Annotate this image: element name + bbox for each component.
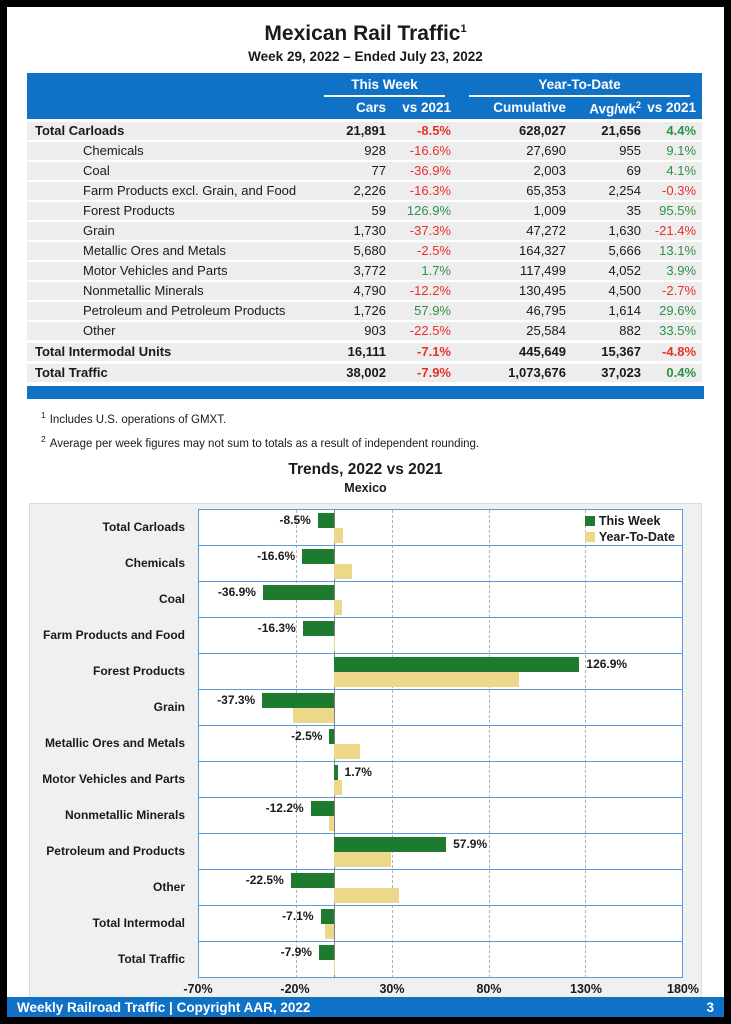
bar-value-label: -2.5%: [291, 729, 323, 744]
cell-cars-vs: -8.5%: [392, 120, 457, 141]
chart-band: [199, 798, 682, 834]
axis-tick-label: -20%: [280, 982, 310, 997]
traffic-table-header: [27, 73, 702, 120]
cell-cars-vs: -7.1%: [392, 341, 457, 362]
cell-category: Forest Products: [27, 201, 312, 221]
bar-value-label: -22.5%: [245, 873, 284, 888]
cell-cars: 903: [312, 321, 392, 342]
page-title: [7, 17, 724, 46]
chart-band: [199, 870, 682, 906]
cell-category: Petroleum and Petroleum Products: [27, 301, 312, 321]
bar-year-to-date: [334, 672, 519, 687]
cell-ytd-vs: 3.9%: [647, 261, 702, 281]
cell-ytd-vs: 95.5%: [647, 201, 702, 221]
category-label: Coal: [158, 591, 185, 606]
footnote-1-ref: 1: [41, 409, 46, 420]
legend-item: [585, 529, 675, 545]
table-row: [27, 161, 702, 181]
bar-value-label: 57.9%: [453, 837, 488, 852]
legend-swatch-icon: [585, 516, 595, 526]
chart-band: [199, 834, 682, 870]
cell-category: Grain: [27, 221, 312, 241]
cell-category: Chemicals: [27, 141, 312, 161]
column-header-vs2021-week: vs 2021: [392, 97, 457, 120]
cell-avgwk: 69: [572, 161, 647, 181]
bar-value-label: -37.3%: [217, 693, 256, 708]
header-spacer: [27, 97, 312, 120]
cell-cumulative: 47,272: [457, 221, 572, 241]
traffic-table-body: [27, 120, 702, 383]
footnote-2-text: Average per week figures may not sum to totals as a result of independent rounding.: [49, 438, 480, 451]
page-subtitle: Week 29, 2022 – Ended July 23, 2022: [248, 49, 483, 64]
chart-band: [199, 906, 682, 942]
cell-cars: 928: [312, 141, 392, 161]
cell-cars: 3,772: [312, 261, 392, 281]
chart-band: [199, 546, 682, 582]
column-header-cumulative: Cumulative: [457, 97, 572, 120]
cell-cars: 38,002: [312, 362, 392, 383]
cell-cars: 16,111: [312, 341, 392, 362]
group-header-ytd-label: Year-To-Date: [469, 77, 690, 97]
cell-cumulative: 164,327: [457, 241, 572, 261]
bar-value-label: -36.9%: [217, 585, 256, 600]
traffic-table: [27, 73, 702, 384]
bar-value-label: -7.1%: [282, 909, 314, 924]
cell-cumulative: 65,353: [457, 181, 572, 201]
cell-ytd-vs: 9.1%: [647, 141, 702, 161]
bar-value-label: 1.7%: [344, 765, 372, 780]
footer-text: Weekly Railroad Traffic | Copyright AAR, 2022: [17, 999, 311, 1015]
bar-this-week: [318, 513, 334, 528]
cell-cars: 59: [312, 201, 392, 221]
axis-tick-label: 80%: [476, 982, 502, 997]
bar-year-to-date: [334, 852, 391, 867]
cell-ytd-vs: 0.4%: [647, 362, 702, 383]
bar-this-week: [321, 909, 335, 924]
chart-x-axis: [183, 978, 699, 999]
legend-swatch-icon: [585, 532, 595, 542]
table-row: [27, 241, 702, 261]
cell-ytd-vs: -2.7%: [647, 281, 702, 301]
cell-ytd-vs: 13.1%: [647, 241, 702, 261]
footnotes: [41, 408, 724, 453]
cell-cars-vs: -7.9%: [392, 362, 457, 383]
legend-item-label: This Week: [598, 514, 661, 529]
chart-band: [199, 762, 682, 798]
footnote-1-text: Includes U.S. operations of GMXT.: [49, 413, 227, 426]
group-header-this-week-label: This Week: [324, 77, 445, 97]
bar-year-to-date: [334, 564, 352, 579]
cell-avgwk: 1,630: [572, 221, 647, 241]
cell-cumulative: 117,499: [457, 261, 572, 281]
bar-this-week: [262, 693, 334, 708]
category-label: Chemicals: [124, 555, 185, 570]
cell-avgwk: 955: [572, 141, 647, 161]
page-title-footnote-ref: 1: [460, 23, 467, 35]
axis-tick-label: 30%: [379, 982, 405, 997]
cell-ytd-vs: 4.1%: [647, 161, 702, 181]
cell-ytd-vs: 33.5%: [647, 321, 702, 342]
chart-legend: [585, 513, 675, 545]
cell-cumulative: 1,009: [457, 201, 572, 221]
cell-cars-vs: 57.9%: [392, 301, 457, 321]
cell-cumulative: 130,495: [457, 281, 572, 301]
cell-cumulative: 1,073,676: [457, 362, 572, 383]
cell-avgwk: 4,052: [572, 261, 647, 281]
category-label: Grain: [153, 699, 185, 714]
category-label: Nonmetallic Minerals: [64, 807, 185, 822]
axis-tick-label: 180%: [667, 982, 699, 997]
cell-avgwk: 15,367: [572, 341, 647, 362]
cell-category: Total Carloads: [27, 120, 312, 141]
category-label: Total Traffic: [117, 951, 185, 966]
category-label: Total Carloads: [102, 519, 185, 534]
table-row: [27, 301, 702, 321]
bar-this-week: [334, 657, 579, 672]
cell-cumulative: 2,003: [457, 161, 572, 181]
bar-this-week: [291, 873, 334, 888]
cell-cars-vs: -2.5%: [392, 241, 457, 261]
chart-title: Trends, 2022 vs 2021: [288, 461, 443, 479]
footnote-2-ref: 2: [41, 434, 46, 445]
cell-cars: 5,680: [312, 241, 392, 261]
axis-tick-label: 130%: [570, 982, 602, 997]
cell-cars: 21,891: [312, 120, 392, 141]
chart-band: [199, 690, 682, 726]
cell-category: Nonmetallic Minerals: [27, 281, 312, 301]
cell-ytd-vs: 4.4%: [647, 120, 702, 141]
bar-year-to-date: [334, 636, 335, 651]
cell-cars: 2,226: [312, 181, 392, 201]
cell-category: Total Traffic: [27, 362, 312, 383]
cell-ytd-vs: -0.3%: [647, 181, 702, 201]
cell-category: Coal: [27, 161, 312, 181]
bar-value-label: -8.5%: [279, 513, 311, 528]
bar-this-week: [311, 801, 335, 816]
cell-cars-vs: -16.6%: [392, 141, 457, 161]
cell-cars: 1,726: [312, 301, 392, 321]
chart-band: [199, 942, 682, 978]
bar-year-to-date: [293, 708, 334, 723]
cell-ytd-vs: -4.8%: [647, 341, 702, 362]
chart-band: [199, 618, 682, 654]
bar-value-label: 126.9%: [586, 657, 628, 672]
table-row: [27, 261, 702, 281]
cell-avgwk: 21,656: [572, 120, 647, 141]
cell-cars-vs: -12.2%: [392, 281, 457, 301]
cell-cars-vs: -37.3%: [392, 221, 457, 241]
table-row: [27, 141, 702, 161]
cell-avgwk: 4,500: [572, 281, 647, 301]
bar-this-week: [334, 765, 337, 780]
bar-year-to-date: [334, 600, 342, 615]
bar-year-to-date: [334, 780, 342, 795]
bar-value-label: -7.9%: [280, 945, 312, 960]
legend-item: [585, 513, 675, 529]
table-row: [27, 321, 702, 342]
column-header-cars: Cars: [312, 97, 392, 120]
cell-ytd-vs: 29.6%: [647, 301, 702, 321]
cell-cars-vs: -16.3%: [392, 181, 457, 201]
bar-this-week: [302, 549, 334, 564]
table-row: [27, 281, 702, 301]
footer-page-number: 3: [706, 999, 714, 1015]
bar-year-to-date: [329, 816, 334, 831]
table-row: [27, 221, 702, 241]
report-page: [7, 7, 724, 1017]
cell-cars: 4,790: [312, 281, 392, 301]
cell-cars-vs: 126.9%: [392, 201, 457, 221]
bar-year-to-date: [334, 528, 343, 543]
footnote-1: [41, 408, 724, 428]
column-header-avgwk-footnote-ref: 2: [635, 99, 641, 110]
cell-avgwk: 37,023: [572, 362, 647, 383]
column-header-avgwk: [572, 97, 647, 120]
table-row: [27, 341, 702, 362]
bar-this-week: [263, 585, 334, 600]
cell-cars: 77: [312, 161, 392, 181]
cell-avgwk: 1,614: [572, 301, 647, 321]
bar-this-week: [329, 729, 334, 744]
cell-category: Total Intermodal Units: [27, 341, 312, 362]
cell-cars-vs: -36.9%: [392, 161, 457, 181]
chart-plot-area: [198, 509, 683, 978]
cell-cumulative: 46,795: [457, 301, 572, 321]
table-row: [27, 181, 702, 201]
bar-year-to-date: [334, 960, 335, 975]
chart-band: [199, 582, 682, 618]
table-row: [27, 362, 702, 383]
bar-this-week: [303, 621, 334, 636]
bar-value-label: -16.6%: [257, 549, 296, 564]
cell-cumulative: 445,649: [457, 341, 572, 362]
bar-year-to-date: [334, 888, 399, 903]
bar-this-week: [319, 945, 334, 960]
cell-category: Farm Products excl. Grain, and Food: [27, 181, 312, 201]
cell-cumulative: 27,690: [457, 141, 572, 161]
bar-year-to-date: [325, 924, 334, 939]
cell-cars-vs: 1.7%: [392, 261, 457, 281]
legend-item-label: Year-To-Date: [598, 530, 675, 545]
chart-category-axis: [30, 509, 198, 978]
footnote-2: [41, 432, 724, 452]
bar-this-week: [334, 837, 446, 852]
cell-category: Metallic Ores and Metals: [27, 241, 312, 261]
axis-tick-label: -70%: [183, 982, 213, 997]
column-header-vs2021-ytd: vs 2021: [647, 97, 702, 120]
cell-avgwk: 5,666: [572, 241, 647, 261]
footer-bar: [7, 997, 724, 1017]
table-bottom-bar: [27, 386, 704, 399]
cell-cumulative: 25,584: [457, 321, 572, 342]
category-label: Motor Vehicles and Parts: [42, 771, 185, 786]
category-label: Farm Products and Food: [42, 627, 185, 642]
chart-panel: [29, 503, 702, 1002]
bar-value-label: -12.2%: [265, 801, 304, 816]
cell-avgwk: 35: [572, 201, 647, 221]
group-header-this-week: [312, 73, 457, 97]
chart-band: [199, 726, 682, 762]
category-label: Total Intermodal: [92, 915, 185, 930]
chart-band: [199, 654, 682, 690]
group-header-year-to-date: [457, 73, 702, 97]
cell-cumulative: 628,027: [457, 120, 572, 141]
bar-value-label: -16.3%: [257, 621, 296, 636]
table-row: [27, 201, 702, 221]
cell-category: Motor Vehicles and Parts: [27, 261, 312, 281]
cell-cars-vs: -22.5%: [392, 321, 457, 342]
chart-band: [199, 510, 682, 546]
category-label: Petroleum and Products: [46, 843, 185, 858]
category-label: Metallic Ores and Metals: [44, 735, 185, 750]
header-spacer: [27, 73, 312, 97]
bar-year-to-date: [334, 744, 359, 759]
category-label: Forest Products: [92, 663, 185, 678]
cell-category: Other: [27, 321, 312, 342]
chart-subtitle: Mexico: [344, 481, 387, 496]
page-title-text: Mexican Rail Traffic: [264, 22, 461, 45]
cell-ytd-vs: -21.4%: [647, 221, 702, 241]
cell-cars: 1,730: [312, 221, 392, 241]
column-header-avgwk-text: Avg/wk: [589, 101, 636, 116]
cell-avgwk: 2,254: [572, 181, 647, 201]
table-row: [27, 120, 702, 141]
category-label: Other: [152, 879, 185, 894]
cell-avgwk: 882: [572, 321, 647, 342]
